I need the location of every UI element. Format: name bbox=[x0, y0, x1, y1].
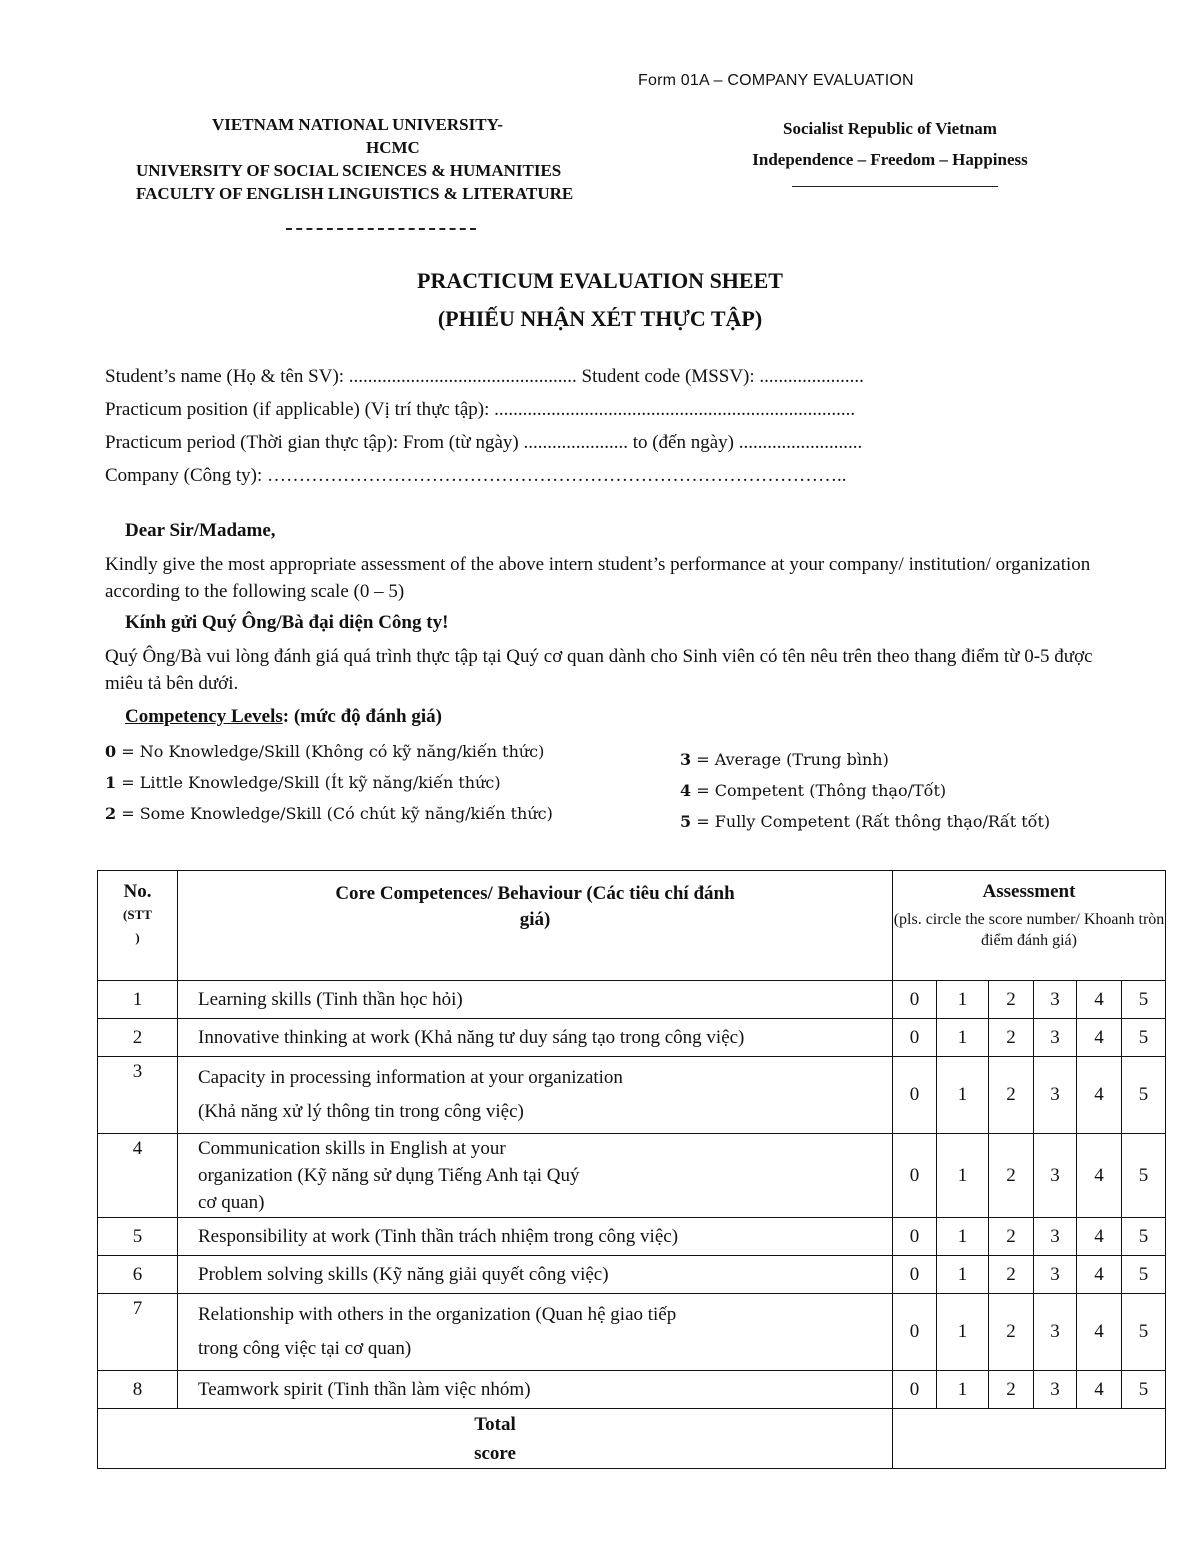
score-2-option[interactable]: 2 bbox=[989, 1371, 1034, 1409]
criterion-label: Learning skills (Tinh thần học hỏi) bbox=[178, 981, 893, 1019]
level-1: 1 = Little Knowledge/Skill (Ít kỹ năng/kiến thức) bbox=[105, 773, 501, 792]
score-5-option[interactable]: 5 bbox=[1122, 1294, 1166, 1371]
score-4-option[interactable]: 4 bbox=[1077, 1134, 1122, 1218]
student-name-field[interactable]: Student’s name (Họ & tên SV): ................................................ Student code (MSSV): ...................... bbox=[105, 366, 864, 387]
table-row bbox=[98, 1134, 1166, 1218]
faculty-name: FACULTY OF ENGLISH LINGUISTICS & LITERATURE bbox=[136, 184, 574, 203]
header-divider bbox=[286, 228, 476, 230]
score-4-option[interactable]: 4 bbox=[1077, 1218, 1122, 1256]
score-3-option[interactable]: 3 bbox=[1034, 1294, 1077, 1371]
criterion-label: Responsibility at work (Tinh thần trách nhiệm trong công việc) bbox=[178, 1218, 893, 1256]
header-core-competences: Core Competences/ Behaviour (Các tiêu chí đánh giá) bbox=[178, 871, 893, 981]
row-number: 3 bbox=[98, 1057, 178, 1134]
position-field[interactable]: Practicum position (if applicable) (Vị trí thực tập): ............................................................................ bbox=[105, 399, 856, 420]
national-header bbox=[700, 113, 1080, 175]
score-0-option[interactable]: 0 bbox=[893, 1134, 937, 1218]
score-2-option[interactable]: 2 bbox=[989, 1256, 1034, 1294]
score-1-option[interactable]: 1 bbox=[937, 1218, 989, 1256]
motto-underline bbox=[792, 186, 998, 187]
total-score-label: Total score bbox=[98, 1409, 893, 1469]
row-number: 5 bbox=[98, 1218, 178, 1256]
level-0: 0 = No Knowledge/Skill (Không có kỹ năng/kiến thức) bbox=[105, 742, 545, 761]
score-0-option[interactable]: 0 bbox=[893, 1256, 937, 1294]
school-name: UNIVERSITY OF SOCIAL SCIENCES & HUMANITIES bbox=[136, 161, 562, 180]
score-5-option[interactable]: 5 bbox=[1122, 1019, 1166, 1057]
criterion-label: Communication skills in English at your organization (Kỹ năng sử dụng Tiếng Anh tại Quý cơ quan) bbox=[178, 1134, 893, 1218]
score-4-option[interactable]: 4 bbox=[1077, 1256, 1122, 1294]
row-number: 1 bbox=[98, 981, 178, 1019]
greeting-en: Dear Sir/Madame, bbox=[125, 520, 276, 541]
score-0-option[interactable]: 0 bbox=[893, 1218, 937, 1256]
assessment-note: (pls. circle the score number/ Khoanh tròn điểm đánh giá) bbox=[893, 911, 1165, 949]
score-4-option[interactable]: 4 bbox=[1077, 1019, 1122, 1057]
evaluation-table bbox=[97, 870, 1166, 1469]
score-2-option[interactable]: 2 bbox=[989, 1057, 1034, 1134]
page-title: PRACTICUM EVALUATION SHEET bbox=[417, 268, 783, 293]
levels-left bbox=[105, 736, 553, 829]
institution-header bbox=[136, 113, 646, 205]
score-0-option[interactable]: 0 bbox=[893, 981, 937, 1019]
instructions-vi: Quý Ông/Bà vui lòng đánh giá quá trình thực tập tại Quý cơ quan dành cho Sinh viên có tên nêu trên theo thang điểm từ 0-5 được miêu tả bên dưới. bbox=[105, 646, 1093, 694]
instructions-en: Kindly give the most appropriate assessment of the above intern student’s performance at your company/ institution/ organization according to the following scale (0 – 5) bbox=[105, 554, 1091, 602]
criterion-label: Problem solving skills (Kỹ năng giải quyết công việc) bbox=[178, 1256, 893, 1294]
score-2-option[interactable]: 2 bbox=[989, 1218, 1034, 1256]
university-line: VIETNAM NATIONAL UNIVERSITY- bbox=[212, 115, 503, 134]
table-row bbox=[98, 1057, 1166, 1134]
table-header-row bbox=[98, 871, 1166, 981]
score-3-option[interactable]: 3 bbox=[1034, 1256, 1077, 1294]
period-field[interactable]: Practicum period (Thời gian thực tập): From (từ ngày) ...................... to (đến ngày) .......................... bbox=[105, 432, 863, 453]
score-3-option[interactable]: 3 bbox=[1034, 1218, 1077, 1256]
score-1-option[interactable]: 1 bbox=[937, 1134, 989, 1218]
score-3-option[interactable]: 3 bbox=[1034, 981, 1077, 1019]
total-row bbox=[98, 1409, 1166, 1469]
table-row bbox=[98, 1256, 1166, 1294]
score-5-option[interactable]: 5 bbox=[1122, 1057, 1166, 1134]
page-subtitle: (PHIẾU NHẬN XÉT THỰC TẬP) bbox=[437, 306, 763, 331]
criterion-label: Innovative thinking at work (Khả năng tư duy sáng tạo trong công việc) bbox=[178, 1019, 893, 1057]
score-3-option[interactable]: 3 bbox=[1034, 1371, 1077, 1409]
score-3-option[interactable]: 3 bbox=[1034, 1134, 1077, 1218]
competency-title-vi: : (mức độ đánh giá) bbox=[282, 706, 442, 727]
greeting-vi: Kính gửi Quý Ông/Bà đại diện Công ty! bbox=[125, 612, 449, 633]
score-2-option[interactable]: 2 bbox=[989, 981, 1034, 1019]
country-name: Socialist Republic of Vietnam bbox=[783, 119, 997, 138]
score-5-option[interactable]: 5 bbox=[1122, 1134, 1166, 1218]
total-score-field[interactable] bbox=[893, 1409, 1166, 1469]
row-number: 2 bbox=[98, 1019, 178, 1057]
level-3: 3 = Average (Trung bình) bbox=[680, 750, 889, 769]
national-motto: Independence – Freedom – Happiness bbox=[752, 150, 1028, 169]
level-5: 5 = Fully Competent (Rất thông thạo/Rất tốt) bbox=[680, 812, 1051, 831]
company-field[interactable]: Company (Công ty): ……………………………………………………………………………….. bbox=[105, 465, 847, 486]
score-2-option[interactable]: 2 bbox=[989, 1019, 1034, 1057]
score-4-option[interactable]: 4 bbox=[1077, 1057, 1122, 1134]
score-1-option[interactable]: 1 bbox=[937, 1256, 989, 1294]
score-0-option[interactable]: 0 bbox=[893, 1371, 937, 1409]
table-row bbox=[98, 1218, 1166, 1256]
level-2: 2 = Some Knowledge/Skill (Có chút kỹ năng/kiến thức) bbox=[105, 804, 553, 823]
criterion-label: Relationship with others in the organization (Quan hệ giao tiếp trong công việc tại cơ quan) bbox=[178, 1294, 893, 1371]
header-assessment: Assessment (pls. circle the score number/ Khoanh tròn điểm đánh giá) bbox=[893, 871, 1166, 981]
row-number: 7 bbox=[98, 1294, 178, 1371]
criterion-label: Teamwork spirit (Tinh thần làm việc nhóm) bbox=[178, 1371, 893, 1409]
competency-heading bbox=[125, 706, 442, 728]
score-5-option[interactable]: 5 bbox=[1122, 981, 1166, 1019]
score-3-option[interactable]: 3 bbox=[1034, 1057, 1077, 1134]
level-4: 4 = Competent (Thông thạo/Tốt) bbox=[680, 781, 947, 800]
score-1-option[interactable]: 1 bbox=[937, 1057, 989, 1134]
row-number: 8 bbox=[98, 1371, 178, 1409]
score-4-option[interactable]: 4 bbox=[1077, 1294, 1122, 1371]
table-row bbox=[98, 981, 1166, 1019]
competency-title: Competency Levels bbox=[125, 706, 283, 727]
score-0-option[interactable]: 0 bbox=[893, 1019, 937, 1057]
score-2-option[interactable]: 2 bbox=[989, 1134, 1034, 1218]
row-number: 4 bbox=[98, 1134, 178, 1218]
score-0-option[interactable]: 0 bbox=[893, 1294, 937, 1371]
table-row bbox=[98, 1019, 1166, 1057]
table-row bbox=[98, 1371, 1166, 1409]
score-1-option[interactable]: 1 bbox=[937, 981, 989, 1019]
table-row bbox=[98, 1294, 1166, 1371]
row-number: 6 bbox=[98, 1256, 178, 1294]
score-0-option[interactable]: 0 bbox=[893, 1057, 937, 1134]
score-1-option[interactable]: 1 bbox=[937, 1294, 989, 1371]
score-3-option[interactable]: 3 bbox=[1034, 1019, 1077, 1057]
score-5-option[interactable]: 5 bbox=[1122, 1371, 1166, 1409]
score-4-option[interactable]: 4 bbox=[1077, 1371, 1122, 1409]
levels-right bbox=[680, 744, 1050, 837]
score-4-option[interactable]: 4 bbox=[1077, 981, 1122, 1019]
university-city: HCMC bbox=[366, 138, 420, 157]
score-2-option[interactable]: 2 bbox=[989, 1294, 1034, 1371]
score-5-option[interactable]: 5 bbox=[1122, 1218, 1166, 1256]
form-label: Form 01A – COMPANY EVALUATION bbox=[638, 72, 914, 89]
score-1-option[interactable]: 1 bbox=[937, 1019, 989, 1057]
score-5-option[interactable]: 5 bbox=[1122, 1256, 1166, 1294]
criterion-label: Capacity in processing information at your organization (Khả năng xử lý thông tin trong công việc) bbox=[178, 1057, 893, 1134]
header-no: No. (STT ) bbox=[98, 871, 178, 981]
score-1-option[interactable]: 1 bbox=[937, 1371, 989, 1409]
student-info bbox=[105, 360, 1095, 492]
